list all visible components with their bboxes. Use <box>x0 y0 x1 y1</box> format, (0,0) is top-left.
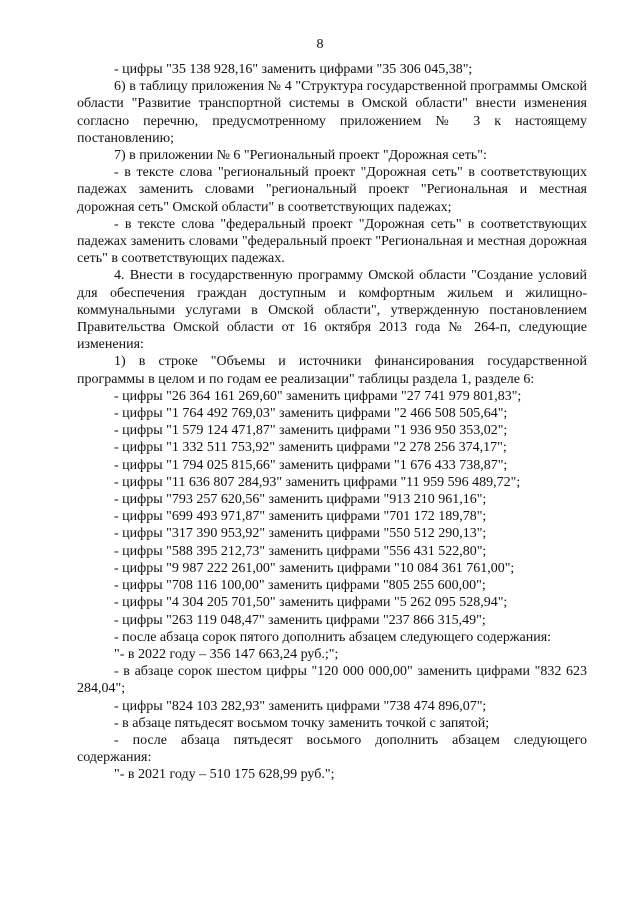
paragraph: 6) в таблицу приложения № 4 "Структура государственной программы Омской области "Развитие транспортной системы в Омской области" внести изменения согласно перечню, предусмотренному приложением № 3 к настоящему постановлению; <box>77 79 587 146</box>
paragraph: - в тексте слова "региональный проект "Дорожная сеть" в соответствующих падежах заменить словами "региональный проект "Региональная и местная дорожная сеть" Омской области" в соответствующих падежах; <box>77 165 587 215</box>
list-item: - в абзаце пятьдесят восьмом точку заменить точкой с запятой; <box>114 715 490 731</box>
paragraph: 1) в строке "Объемы и источники финансирования государственной программы в целом и по годам ее реализации" таблицы раздела 1, разделе 6: <box>77 354 587 387</box>
list-item: - цифры "26 364 161 269,60" заменить цифрами "27 741 979 801,83"; <box>114 388 522 404</box>
list-item: - цифры "9 987 222 261,00" заменить цифрами "10 084 361 761,00"; <box>114 560 515 576</box>
list-item: - цифры "824 103 282,93" заменить цифрами "738 474 896,07"; <box>114 698 487 714</box>
page-number: 8 <box>316 37 324 52</box>
paragraph: 4. Внести в государственную программу Омской области "Создание условий для обеспечения граждан доступным и комфортным жильем и жилищно-коммунальными услугами в Омской области", утвержденную постановлением Правительства Омской области от 16 октября 2013 года № 264-п, следующие изменения: <box>77 268 587 353</box>
document-body <box>77 61 587 784</box>
paragraph: - цифры "35 138 928,16" заменить цифрами "35 306 045,38"; <box>114 62 473 77</box>
paragraph: - в тексте слова "федеральный проект "Дорожная сеть" в соответствующих падежах заменить словами "федеральный проект "Региональная и местная дорожная сеть" в соответствующих падежах. <box>77 216 587 267</box>
list-item: - цифры "11 636 807 284,93" заменить цифрами "11 959 596 489,72"; <box>114 474 521 490</box>
list-item: - после абзаца сорок пятого дополнить абзацем следующего содержания: <box>114 629 552 645</box>
list-item: - цифры "793 257 620,56" заменить цифрами "913 210 961,16"; <box>114 492 487 508</box>
list-item: - после абзаца пятьдесят восьмого дополнить абзацем следующего содержания: <box>77 732 587 766</box>
list-item: - цифры "317 390 953,92" заменить цифрами "550 512 290,13"; <box>114 526 487 542</box>
list-item: - цифры "708 116 100,00" заменить цифрами "805 255 600,00"; <box>114 578 486 594</box>
list-item: - цифры "1 579 124 471,87" заменить цифрами "1 936 950 353,02"; <box>114 423 508 439</box>
list-item: - цифры "4 304 205 701,50" заменить цифрами "5 262 095 528,94"; <box>114 595 508 611</box>
list-item: - цифры "588 395 212,73" заменить цифрами "556 431 522,80"; <box>114 543 487 559</box>
list-item: - в абзаце сорок шестом цифры "120 000 000,00" заменить цифрами "832 623 284,04"; <box>77 664 587 697</box>
list-item: - цифры "263 119 048,47" заменить цифрами "237 866 315,49"; <box>114 612 486 628</box>
quoted-paragraph: "- в 2022 году – 356 147 663,24 руб.;"; <box>114 646 339 662</box>
list-item: - цифры "1 794 025 815,66" заменить цифрами "1 676 433 738,87"; <box>114 457 508 473</box>
list-item: - цифры "1 332 511 753,92" заменить цифрами "2 278 256 374,17"; <box>114 440 507 456</box>
list-item: - цифры "699 493 971,87" заменить цифрами "701 172 189,78"; <box>114 509 487 525</box>
paragraph: 7) в приложении № 6 "Региональный проект "Дорожная сеть": <box>114 148 487 164</box>
list-item: - цифры "1 764 492 769,03" заменить цифрами "2 466 508 505,64"; <box>114 406 508 422</box>
quoted-paragraph: "- в 2021 году – 510 175 628,99 руб."; <box>114 767 335 783</box>
